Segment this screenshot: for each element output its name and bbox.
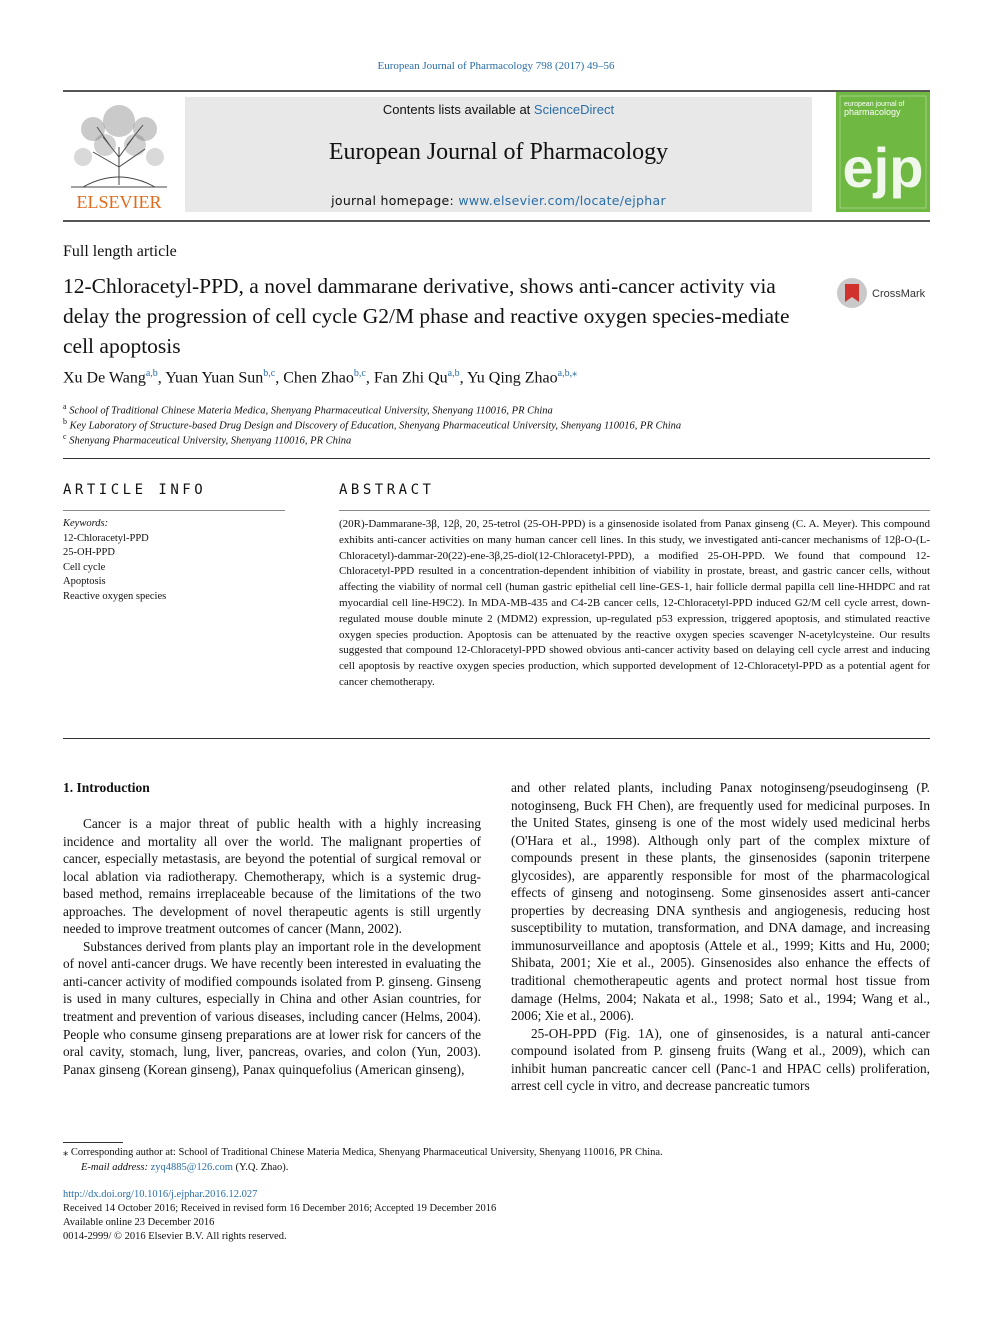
svg-text:european journal of: european journal of [844, 101, 905, 108]
footnote-rule [63, 1142, 123, 1143]
divider [63, 510, 285, 511]
keyword: Apoptosis [63, 576, 106, 588]
journal-cover[interactable] [836, 92, 930, 212]
affiliation: $^c$ Shenyang Pharmaceutical University, Shenyang 110016, PR China [63, 432, 352, 447]
contents-line: Contents lists available at ScienceDirect [382, 102, 615, 117]
paragraph: Cancer is a major threat of public health with a highly increasing incidence and mortality all over the world. The malignant properties of cancer, especially metastasis, are beyond the potential of surgical removal or local ablation via radiotherapy. Chemotherapy, which is a systemic drug-based method, remains irreplaceable because of the limitations of the two approaches. The development of novel therapeutic agents is still urgently needed to improve treatment outcomes of cancer (Mann, 2002). [63, 816, 481, 937]
crossmark-badge[interactable] [836, 276, 936, 310]
available-date: Available online 23 December 2016 [63, 1217, 215, 1228]
received-dates: Received 14 October 2016; Received in revised form 16 December 2016; Accepted 19 December 2016 [63, 1203, 497, 1214]
article-info-heading: ARTICLE INFO [63, 482, 207, 498]
email-line: E-mail address: zyq4885@126.com (Y.Q. Zhao). [81, 1162, 289, 1173]
paragraph: and other related plants, including Panax notoginseng/pseudoginseng (P. notoginseng, Buck FH Chen), are frequently used for medicinal purposes. In the United States, ginseng is one of the most widely used medicinal herbs (O'Hara et al., 1998). Although only part of the complex mixture of compounds present in these plants, the ginsenosides (saponin triterpene glycosides), are apparently responsible for most of the pharmacological effects of ginseng and notoginseng. Some ginsenosides assert anti-cancer properties by decreasing DNA synthesis and angiogenesis, reducing host susceptibility to mutation, transformation, and DNA damage, and increasing immunosurveillance and apoptosis (Attele et al., 1999; Kitts and Hu, 2000; Shibata, 2001; Xie et al., 2005). Ginsenosides also enhance the effects of traditional chemotherapeutic agents and protect normal host tissue from damage (Helms, 2004; Nakata et al., 1998; Sato et al., 1994; Wang et al., 2006; Xie et al., 2006). [511, 780, 930, 1024]
crossmark-label: CrossMark [872, 288, 926, 300]
copyright: 0014-2999/ © 2016 Elsevier B.V. All rights reserved. [63, 1231, 287, 1242]
email-link[interactable]: zyq4885@126.com [150, 1162, 233, 1173]
author-name[interactable]: Fan Zhi Qu [373, 369, 448, 387]
divider [339, 510, 930, 511]
author-name[interactable]: Xu De Wang [63, 369, 146, 387]
keyword: 25-OH-PPD [63, 547, 115, 559]
keywords-list [63, 517, 166, 605]
elsevier-wordmark: ELSEVIER [76, 192, 162, 212]
elsevier-logo[interactable] [63, 97, 175, 212]
divider [63, 458, 930, 459]
ejp-cover-icon [836, 92, 930, 212]
svg-text:pharmacology: pharmacology [844, 107, 901, 117]
author-name[interactable]: Yuan Yuan Sun [165, 369, 264, 387]
right-column [511, 779, 930, 1095]
paragraph: 25-OH-PPD (Fig. 1A), one of ginsenosides, is a natural anti-cancer compound isolated from P. ginseng fruits (Wang et al., 2009), which can inhibit human pancreatic cancer cell (Panc-1 and HPAC cells) proliferation, arrest cell cycle in vitro, and decrease pancreatic tumors [511, 1025, 930, 1094]
sciencedirect-link[interactable]: ScienceDirect [533, 102, 615, 117]
author-list: Xu De Wang$^{a,b}$, Yuan Yuan Sun$^{b,c}$, Chen Zhao$^{b,c}$, Fan Zhi Qu$^{a,b}$, Yu Qing Zhao$^{a,b,⁎}$ [63, 368, 578, 387]
journal-banner [185, 97, 812, 212]
keyword: 12-Chloracetyl-PPD [63, 532, 149, 544]
section-heading-introduction: 1. Introduction [63, 780, 150, 795]
journal-citation[interactable]: European Journal of Pharmacology 798 (2017) 49–56 [377, 60, 615, 72]
header-bottom-rule [63, 220, 930, 222]
elsevier-tree-icon [63, 97, 175, 212]
left-column [63, 815, 481, 1078]
author-name[interactable]: Chen Zhao [283, 369, 354, 387]
svg-text:ejp: ejp [842, 136, 924, 199]
keyword: Cell cycle [63, 561, 106, 573]
divider [63, 738, 930, 739]
article-title: 12-Chloracetyl-PPD, a novel dammarane derivative, shows anti-cancer activity via delay the progression of cell cycle G2/M phase and reactive oxygen species-mediate cell apoptosis [63, 274, 790, 358]
author-name[interactable]: Yu Qing Zhao [466, 369, 558, 387]
corresponding-author-note: ⁎ Corresponding author at: School of Traditional Chinese Materia Medica, Shenyang Pharmaceutical University, Shenyang 110016, PR China. [63, 1147, 663, 1158]
affiliation: $^a$ School of Traditional Chinese Materia Medica, Shenyang Pharmaceutical University, Shenyang 110016, PR China [63, 402, 553, 417]
abstract-text: (20R)-Dammarane-3β, 12β, 20, 25-tetrol (25-OH-PPD) is a ginsenoside isolated from Panax ginseng (C. A. Meyer). This compound exhibits anti-cancer activities on many human cancer cell lines. In this study, we investigated anti-cancer mechanisms of 12β-O-(L-Chloracetyl)-dammar-20(22)-ene-3β,25-diol(12-Chloracetyl-PPD), a modified 25-OH-PPD. We found that compound 12-Chloracetyl-PPD resulted in a concentration-dependent inhibition of viability in prostate, breast, and gastric cancer cells, without affecting the viability of normal cell (human gastric epithelial cell line-GES-1, hair follicle dermal papilla cell line-HHDPC and rat myocardial cell line-H9C2). In MDA-MB-435 and C4-2B cancer cells, 12-Chloracetyl-PPD induced G2/M cell cycle arrest, down-regulated mouse double minute 2 (MDM2) expression, up-regulated p53 expression, triggered apoptosis, and stimulated reactive oxygen species production. Apoptosis can be attenuated by the reactive oxygen species scavenger N-acetylcysteine. Our results suggested that compound 12-Chloracetyl-PPD showed obvious anti-cancer activity based on delaying cell cycle arrest and inducing cell apoptosis by reactive oxygen species production, which supported development of 12-Chloracetyl-PPD as a potential agent for cancer chemotherapy. [339, 518, 930, 688]
keyword: Reactive oxygen species [63, 590, 167, 602]
journal-name: European Journal of Pharmacology [328, 139, 669, 165]
doi-link[interactable]: http://dx.doi.org/10.1016/j.ejphar.2016.12.027 [63, 1189, 258, 1200]
homepage-link[interactable]: www.elsevier.com/locate/ejphar [458, 193, 666, 208]
paragraph: Substances derived from plants play an important role in the development of novel anti-cancer drugs. We have recently been interested in evaluating the anti-cancer activity of modified compounds isolated from P. ginseng. Ginseng is used in many cultures, especially in China and other Asian countries, for treatment and prevention of various diseases, including cancer (Helms, 2004). People who consume ginseng preparations are at lower risk for cancers of the oral cavity, stomach, lung, liver, pancreas, ovaries, and colon (Yun, 2003). Panax ginseng (Korean ginseng), Panax quinquefolius (American ginseng), [63, 938, 481, 1077]
article-type: Full length article [63, 243, 177, 260]
journal-homepage: journal homepage: www.elsevier.com/locate/ejphar [331, 193, 666, 208]
keywords-label: Keywords: [63, 518, 109, 529]
abstract-heading: ABSTRACT [339, 482, 435, 498]
header-rule [63, 90, 930, 92]
affiliation: $^b$ Key Laboratory of Structure-based Drug Design and Discovery of Education, Shenyang Pharmaceutical University, Shenyang 110016, PR China [63, 417, 682, 432]
crossmark-icon [836, 276, 936, 310]
